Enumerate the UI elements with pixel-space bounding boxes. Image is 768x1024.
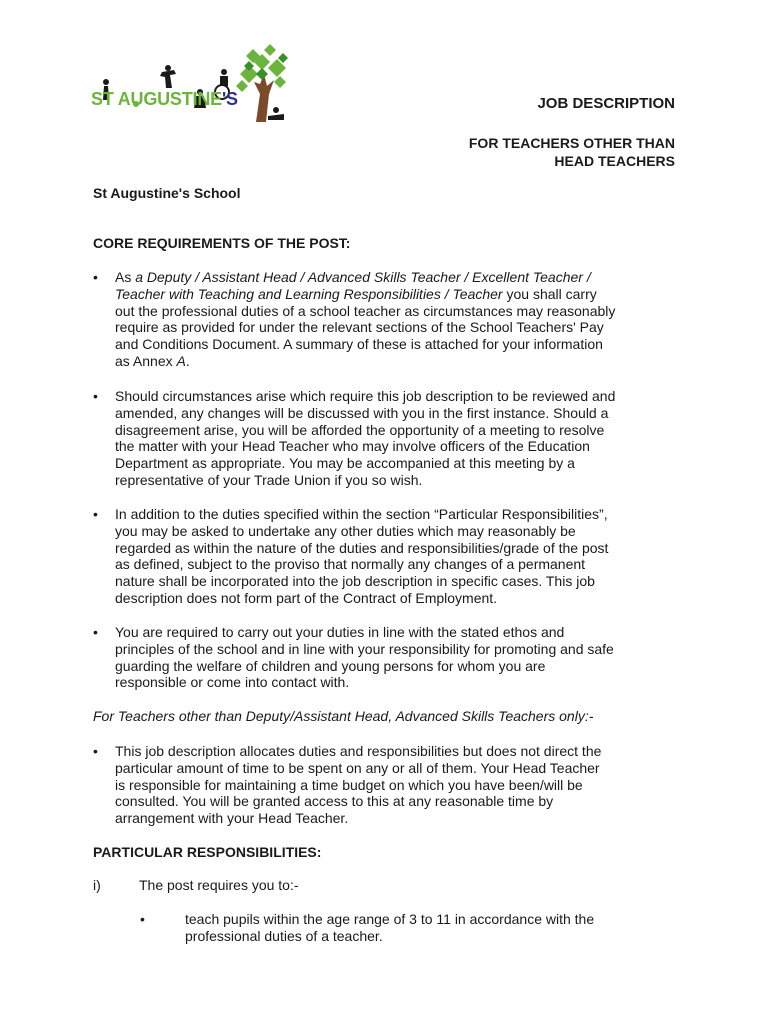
bullet3-line: In addition to the duties specified within the section “Particular Responsibilities”, <box>115 506 608 522</box>
bullet3-line: description does not form part of the Contract of Employment. <box>115 589 498 606</box>
bullet2-line: Department as appropriate. You may be accompanied at this meeting by a <box>115 455 575 472</box>
school-logo <box>88 44 288 126</box>
bullet-paragraph-3 <box>93 506 683 607</box>
bullet5-line: particular amount of time to be spent on any or all of them. Your Head Teacher <box>115 759 600 776</box>
bullet5-line: consulted. You will be granted access to this at any reasonable time by <box>115 793 554 810</box>
bullet2-line: amended, any changes will be discussed with you in the first instance. Should a <box>115 404 609 421</box>
sub-bullet-paragraph <box>140 911 660 945</box>
tree-figures-logo-graphic <box>88 44 288 126</box>
bullet4-line: guarding the welfare of children and young persons for whom you are <box>115 657 546 674</box>
bullet-paragraph-4 <box>93 624 683 691</box>
bullet2-line: the matter with your Head Teacher who may involve officers of the Education <box>115 438 590 455</box>
bullet1-role-list: a Deputy / Assistant Head / Advanced Skills Teacher / Excellent Teacher / <box>135 269 591 285</box>
bullet-marker: • <box>140 911 145 927</box>
bullet1-text: and Conditions Document. A summary of these is attached for your information <box>115 336 603 353</box>
bullet4-line: responsible or come into contact with. <box>115 674 350 691</box>
bullet-marker: • <box>93 269 98 285</box>
bullet4-line: You are required to carry out your duties in line with the stated ethos and <box>115 624 565 640</box>
italic-note: For Teachers other than Deputy/Assistant Head, Advanced Skills Teachers only:- <box>93 708 594 724</box>
annex-reference: A <box>176 352 186 369</box>
bullet1-text: require as provided for under the relevant sections of the School Teachers' Pay <box>115 319 604 336</box>
bullet3-line: nature shall be incorporated into the job description in specific cases. This job <box>115 573 595 590</box>
bullet-marker: • <box>93 506 98 522</box>
particular-responsibilities-heading: PARTICULAR RESPONSIBILITIES: <box>93 844 322 860</box>
core-requirements-heading: CORE REQUIREMENTS OF THE POST: <box>93 235 351 251</box>
bullet-paragraph-1 <box>93 269 683 370</box>
sub-bullet-line: teach pupils within the age range of 3 to 11 in accordance with the <box>185 911 595 927</box>
bullet1-text: as Annex <box>115 352 177 369</box>
logo-text-suffix: 'S <box>221 89 238 109</box>
bullet-marker: • <box>93 743 98 759</box>
bullet3-line: you may be asked to undertake any other duties which may reasonably be <box>115 522 576 539</box>
bullet2-line: disagreement arise, you will be afforded the opportunity of a meeting to resolve <box>115 421 605 438</box>
bullet1-text: you shall carry <box>502 285 597 302</box>
item-number: i) <box>93 877 101 893</box>
logo-wordmark <box>91 89 238 110</box>
logo-text-main: ST AUGUSTINE <box>91 89 222 109</box>
item-text: The post requires you to:- <box>139 877 299 893</box>
subtitle-line-1: FOR TEACHERS OTHER THAN <box>468 135 675 151</box>
bullet-marker: • <box>93 624 98 640</box>
sub-bullet-line: professional duties of a teacher. <box>185 927 383 944</box>
bullet1-text: . <box>185 352 190 369</box>
bullet2-line: representative of your Trade Union if you so wish. <box>115 471 423 488</box>
bullet1-text: As <box>115 269 136 285</box>
bullet5-line: arrangement with your Head Teacher. <box>115 810 349 827</box>
document-subtitle <box>469 134 675 170</box>
bullet1-role-list-cont: Teacher with Teaching and Learning Responsibilities / Teacher <box>115 285 503 302</box>
bullet3-line: regarded as within the nature of the duties and responsibilities/grade of the post <box>115 539 609 556</box>
bullet-paragraph-5 <box>93 743 683 827</box>
bullet-marker: • <box>93 388 98 404</box>
school-name: St Augustine's School <box>93 185 241 201</box>
bullet-paragraph-2 <box>93 388 683 489</box>
subtitle-line-2: HEAD TEACHERS <box>554 153 675 169</box>
bullet3-line: as defined, subject to the proviso that normally any changes of a permanent <box>115 556 586 573</box>
bullet5-line: This job description allocates duties and responsibilities but does not direct the <box>115 743 602 759</box>
document-title: JOB DESCRIPTION <box>537 95 675 112</box>
bullet5-line: is responsible for maintaining a time budget on which you have been/will be <box>115 776 583 793</box>
bullet2-line: Should circumstances arise which require this job description to be reviewed and <box>115 388 616 404</box>
bullet1-text: out the professional duties of a school teacher as circumstances may reasonably <box>115 302 616 319</box>
bullet4-line: principles of the school and in line with your responsibility for promoting and safe <box>115 640 614 657</box>
